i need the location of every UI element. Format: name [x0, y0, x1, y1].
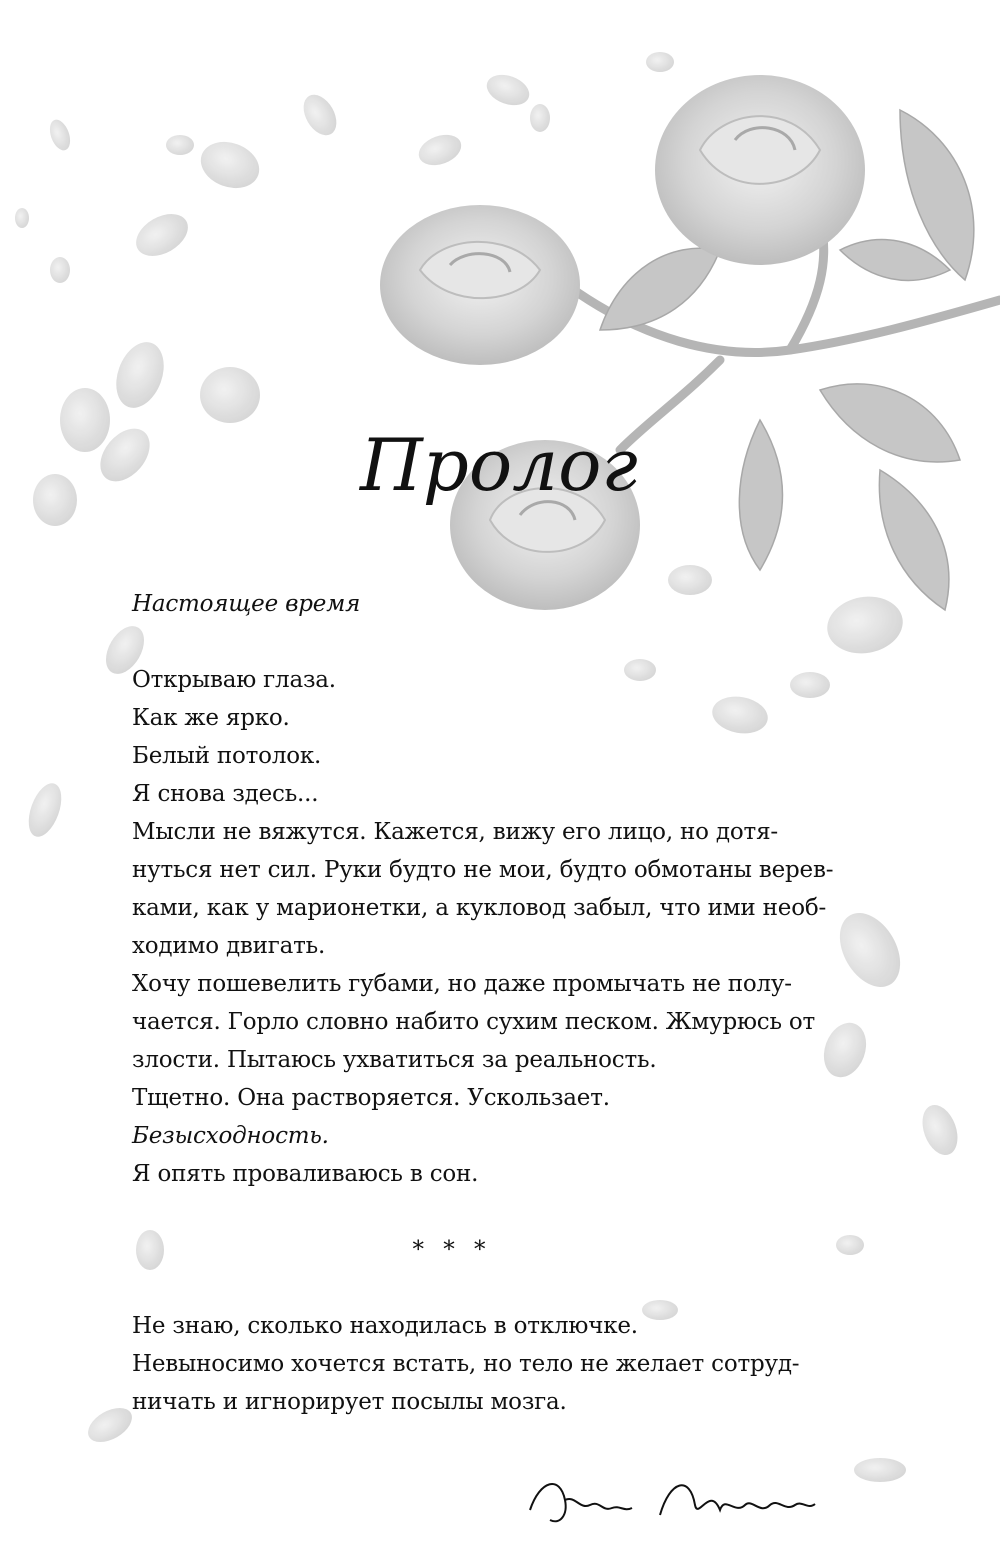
author-signature: [520, 1460, 820, 1540]
text-line: Как же ярко.: [132, 705, 290, 731]
text-line: Я опять проваливаюсь в сон.: [132, 1161, 479, 1187]
spacer: [132, 623, 812, 661]
text-line-emphasis: Безысходность.: [132, 1123, 329, 1149]
chapter-text: [132, 585, 834, 1421]
text-line: злости. Пытаюсь ухватиться за реальность.: [132, 1047, 657, 1073]
text-line: Белый потолок.: [132, 743, 322, 769]
chapter-title: Пролог: [360, 423, 638, 507]
text-line: Невыносимо хочется встать, но тело не желает сотруд-: [132, 1351, 800, 1377]
chapter-subtitle: Настоящее время: [132, 591, 361, 617]
rose-top-right: [655, 75, 865, 265]
text-line: Я снова здесь...: [132, 781, 319, 807]
text-line: Тщетно. Она растворяется. Ускользает.: [132, 1085, 610, 1111]
text-line: Мысли не вяжутся. Кажется, вижу его лицо, но дотя-: [132, 819, 778, 845]
spacer: [132, 1269, 812, 1307]
text-line: Открываю глаза.: [132, 667, 336, 693]
text-line: ходимо двигать.: [132, 933, 326, 959]
text-line: чается. Горло словно набито сухим песком. Жмурюсь от: [132, 1009, 816, 1035]
text-line: Хочу пошевелить губами, но даже промычать не полу-: [132, 971, 792, 997]
chapter-title-calligraphy: [340, 395, 638, 565]
text-line: нуться нет сил. Руки будто не мои, будто обмотаны верев-: [132, 857, 834, 883]
text-line: ками, как у марионетки, а кукловод забыл, что ими необ-: [132, 895, 827, 921]
spacer: [132, 1193, 812, 1231]
rose-middle: [380, 205, 580, 365]
text-line: ничать и игнорирует посылы мозга.: [132, 1389, 567, 1415]
text-line: Не знаю, сколько находилась в отключке.: [132, 1313, 638, 1339]
section-separator: * * *: [412, 1237, 492, 1263]
